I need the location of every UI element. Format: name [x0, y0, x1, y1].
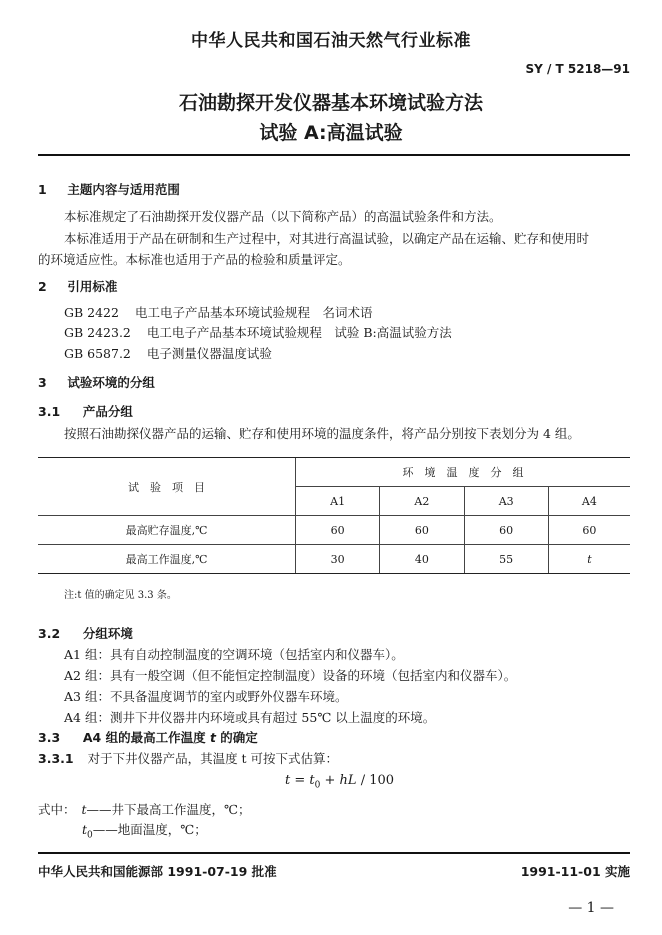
list-item: A3 组：不具备温度调节的室内或野外仪器车环境。: [64, 689, 348, 704]
section-title: 试验环境的分组: [67, 375, 155, 390]
table-cell: 60: [464, 516, 548, 545]
list-item: A4 组：测井下井仪器井内环境或具有超过 55℃ 以上温度的环境。: [64, 710, 436, 725]
section-title: 主题内容与适用范围: [67, 182, 180, 197]
list-item: A1 组：具有自动控制温度的空调环境（包括室内和仪器车）。: [64, 647, 404, 662]
subsection-3-2-heading: [38, 624, 133, 642]
page-number: — 1 —: [568, 900, 614, 916]
effective-date: 1991-11-01 实施: [520, 864, 630, 879]
table-cell: 55: [464, 545, 548, 574]
group-label-cell: A2: [380, 487, 464, 516]
section-title: 引用标准: [67, 279, 118, 294]
section-number: 3: [38, 375, 47, 390]
formula-legend-line: $t_0——$地面温度，℃；: [82, 822, 207, 841]
subsection-number: 3.3: [38, 730, 61, 745]
paragraph: 对于下井仪器产品，其温度 t 可按下式估算：: [87, 751, 339, 766]
section-number: 2: [38, 279, 47, 294]
issuing-authority-header: 中华人民共和国石油天然气行业标准: [191, 31, 471, 51]
subsection-title: 分组环境: [82, 626, 133, 641]
variable-t: t: [209, 730, 216, 745]
reference-name: 电工电子产品基本环境试验规程 试验 B:高温试验方法: [146, 325, 452, 340]
temperature-formula: $t = t_0$ + hL / 100: [285, 773, 395, 791]
reference-code: GB 6587.2: [64, 346, 131, 361]
table-cell: 60: [296, 516, 380, 545]
reference-name: 电子测量仪器温度试验: [146, 346, 272, 361]
group-label-cell: A4: [548, 487, 630, 516]
reference-code: GB 2422: [64, 305, 119, 320]
subsection-number: 3.3.1: [38, 751, 74, 766]
table-cell: 40: [380, 545, 464, 574]
group-header-cell: 环 境 温 度 分 组: [296, 458, 631, 487]
table-cell: 60: [380, 516, 464, 545]
table-cell: t: [548, 545, 630, 574]
standard-number: SY / T 5218—91: [525, 62, 630, 76]
subsection-3-1-heading: [38, 402, 133, 420]
row-label-cell: 最高工作温度,℃: [38, 545, 296, 574]
subsection-title: A4 组的最高工作温度: [82, 730, 210, 745]
subsection-3-3-1: [38, 749, 338, 767]
section-1-heading: [38, 180, 180, 198]
subsection-title: 产品分组: [82, 404, 133, 419]
table-cell: 60: [548, 516, 630, 545]
item-header-cell: 试 验 项 目: [38, 458, 296, 516]
section-3-heading: [38, 373, 155, 391]
reference-item: [64, 303, 372, 321]
reference-item: [64, 323, 452, 341]
group-label-cell: A1: [296, 487, 380, 516]
subsection-title-suffix: 的确定: [215, 730, 258, 745]
reference-name: 电工电子产品基本环境试验规程 名词术语: [134, 305, 373, 320]
formula-legend-line: 式中： t——井下最高工作温度，℃；: [38, 802, 251, 817]
reference-item: [64, 344, 272, 362]
reference-code: GB 2423.2: [64, 325, 131, 340]
document-title: 石油勘探开发仪器基本环境试验方法: [178, 92, 483, 114]
footer-divider: [38, 852, 630, 854]
group-label-cell: A3: [464, 487, 548, 516]
section-number: 1: [38, 182, 47, 197]
row-label-cell: 最高贮存温度,℃: [38, 516, 296, 545]
subsection-3-3-heading: [38, 728, 258, 746]
section-2-heading: [38, 277, 117, 295]
paragraph: 本标准适用于产品在研制和生产过程中，对其进行高温试验，以确定产品在运输、贮存和使用时: [64, 231, 590, 246]
paragraph: 本标准规定了石油勘探开发仪器产品（以下简称产品）的高温试验条件和方法。: [64, 209, 502, 224]
subsection-number: 3.2: [38, 626, 61, 641]
temperature-group-table: [38, 457, 630, 574]
table-row: [38, 516, 630, 545]
table-cell: 30: [296, 545, 380, 574]
list-item: A2 组：具有一般空调（但不能恒定控制温度）设备的环境（包括室内和仪器车）。: [64, 668, 517, 683]
approval-line: 中华人民共和国能源部 1991-07-19 批准: [38, 864, 277, 879]
table-row: [38, 545, 630, 574]
title-divider: [38, 154, 630, 156]
table-note: 注:t 值的确定见 3.3 条。: [64, 590, 177, 601]
paragraph: 按照石油勘探仪器产品的运输、贮存和使用环境的温度条件，将产品分别按下表划分为 4 组。: [64, 426, 580, 441]
paragraph: 的环境适应性。本标准也适用于产品的检验和质量评定。: [38, 252, 351, 267]
subsection-number: 3.1: [38, 404, 61, 419]
document-subtitle: 试验 A:高温试验: [259, 122, 403, 144]
